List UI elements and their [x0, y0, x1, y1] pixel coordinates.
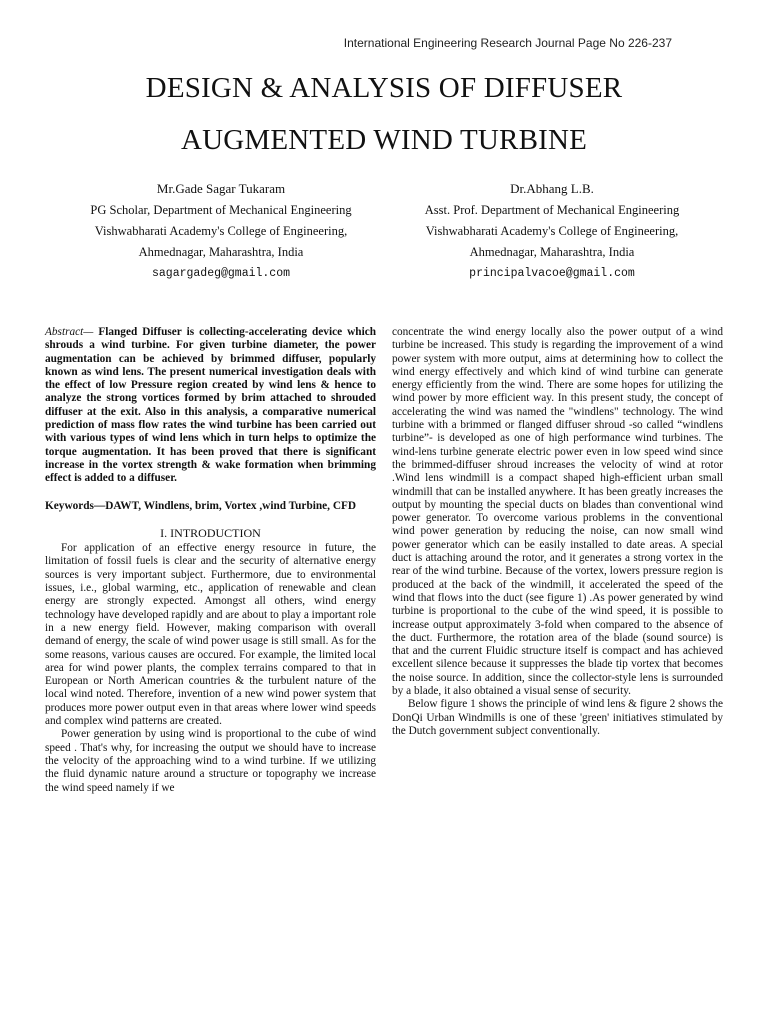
journal-header: International Engineering Research Journal Page No 226-237	[343, 36, 672, 50]
abstract	[45, 326, 376, 486]
keywords: Keywords—DAWT, Windlens, brim, Vortex ,wind Turbine, CFD	[45, 499, 357, 512]
author-email: principalvacoe@gmail.com	[469, 267, 635, 280]
intro-paragraph-2: Power generation by using wind is proportional to the cube of wind speed . That's why, for increasing the output we should have to increase the velocity of the approaching wind to a wind turbine. If we utilizing the fluid dynamic nature around a structure or topography we increase the wind speed namely if we	[45, 728, 376, 794]
abstract-label: Abstract—	[45, 326, 94, 338]
author-name: Mr.Gade Sagar Tukaram	[156, 181, 286, 196]
author-location: Ahmednagar, Maharashtra, India	[138, 245, 304, 259]
author-block-1	[51, 178, 391, 284]
right-column	[392, 326, 723, 738]
author-block-2	[382, 178, 722, 284]
author-location: Ahmednagar, Maharashtra, India	[469, 245, 635, 259]
author-email: sagargadeg@gmail.com	[151, 267, 291, 280]
section-heading: I. INTRODUCTION	[160, 525, 261, 540]
abstract-text: Flanged Diffuser is collecting-accelerating device which shrouds a wind turbine. For given turbine diameter, the power augmentation can be achieved by brimmed diffuser, popularly known as wind lens. The present numerical investigation deals with the effect of low Pressure region created by wind lens & hence to analyze the strong vortices formed by brim attached to shrouded diffuser at the exit. Also in this analysis, a comparative numerical prediction of mass flow rates the wind turbine has been carried out with various types of wind lens which in turn helps to optimize the torque augmentation. It has been proved that there is significant increase in the vortex strength & wake formation when brimming effect is added to a diffuser.	[45, 326, 376, 485]
author-role: Asst. Prof. Department of Mechanical Engineering	[424, 203, 680, 217]
left-column	[45, 326, 376, 795]
intro-paragraph-1: For application of an effective energy resource in future, the limitation of fossil fuels is clear and the security of alternative energy sources is very important subject. Furthermore, due to environmental issues, i.e., global warming, etc., application of renewable and clean energy are strongly expected. Amongst all others, wind energy technology have developed rapidly and are about to play a important role in a new energy field. However, making comparison with overall demand of energy, the scale of wind power usage is still small. As for the some reasons, various causes are occured. For example, the limited local area for wind power plants, the complex terrains compared to that in European or North American countries & the turbulent nature of the local wind noted. Therefore, invention of a new wind power system that produces more power output even in that areas where lower wind speeds and complex wind patterns are created.	[45, 542, 376, 728]
paper-title-line2: AUGMENTED WIND TURBINE	[180, 124, 588, 156]
author-institution: Vishwabharati Academy's College of Engineering,	[425, 224, 679, 238]
intro-paragraph-4: Below figure 1 shows the principle of wind lens & figure 2 shows the DonQi Urban Windmills is one of these 'green' initiatives stimulated by the Dutch government subject conventionally.	[392, 698, 723, 737]
intro-paragraph-3: concentrate the wind energy locally also the power output of a wind turbine be increased. This study is regarding the improvement of a wind power system with more output, aims at determining how to collect the wind energy effectively and which kind of wind turbine can generate energy efficiently from the wind. There are some hopes for utilizing the wind power by more efficient way. In this present study, the concept of accelerating the wind was named the "windlens" technology. The wind turbine with a brimmed or flanged diffuser shroud -so called “windlens turbine”- is developed as one of high performance wind turbines. The wind-lens turbine generate electric power even in low speed wind since the brimmed-diffuser shroud increases the velocity of wind at rotor .Wind lens windmill is a compact shaped high-efficient urban small windmill that can be installed anywhere. It has been greatly increases the output by mounting the special ducts on blades than conventional wind power generator. To overcome various problems in the conventional wind power generation by reducing the noise, can now small wind power generator which can be easily installed to date areas. A special duct is attaching around the rotor, and it generates a strong vortex in the rear of the wind turbine. Because of the vortex, lowers pressure region is produced at the back of the windmill, it accelerated the speed of the wind that flows into the duct (see figure 1) .As power generated by wind turbine is proportional to the cube of the wind speed, it is possible to increase output approximately 3-fold when compared to the absence of the duct. Furthermore, the rotation area of the blade (sound source) is that and the current Fluidic structure itself is compact and has achieved excellent silence because it suppresses the blade tip vortex that becomes the noise source. In addition, since the collector-style lens is surrounded by a blade, it also obtained a visual sense of security.	[392, 326, 723, 698]
author-name: Dr.Abhang L.B.	[510, 181, 594, 196]
author-role: PG Scholar, Department of Mechanical Engineering	[90, 203, 352, 217]
author-institution: Vishwabharati Academy's College of Engineering,	[94, 224, 348, 238]
paper-title-line1: DESIGN & ANALYSIS OF DIFFUSER	[145, 72, 623, 104]
